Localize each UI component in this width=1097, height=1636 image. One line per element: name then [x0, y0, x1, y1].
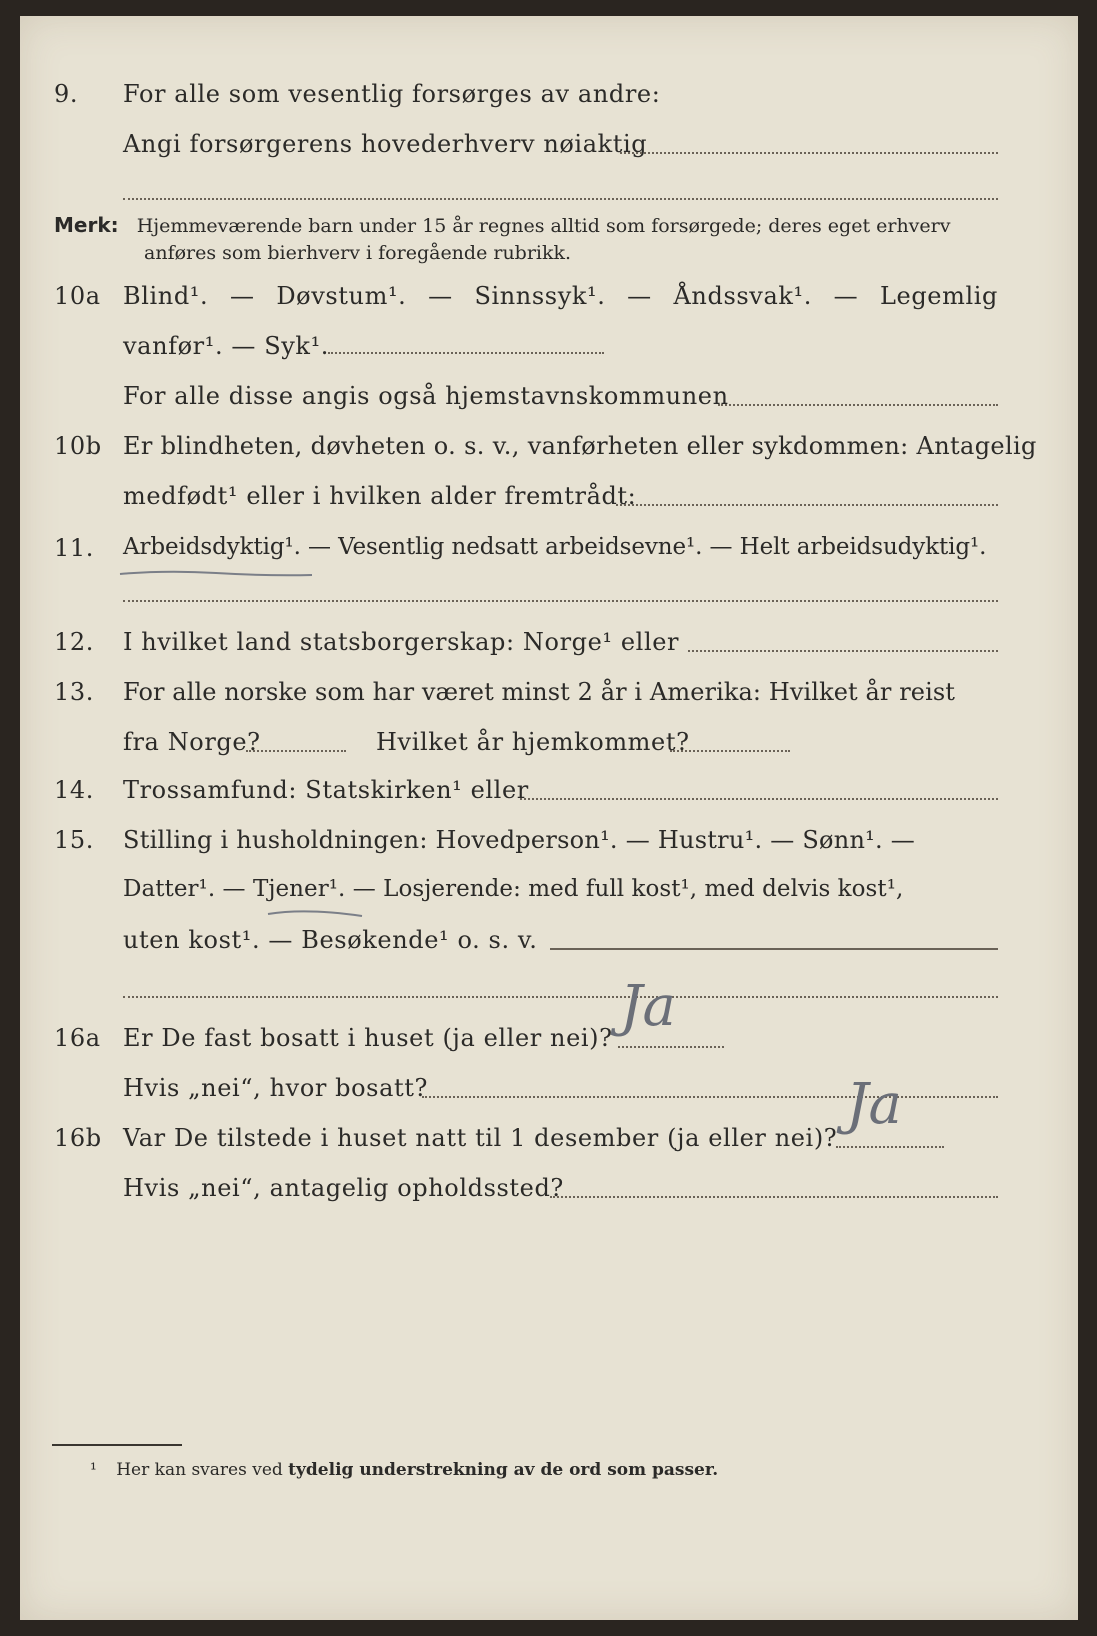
merk-note	[54, 212, 1044, 267]
q10a-opt-andssvak: Åndssvak¹.	[673, 282, 812, 310]
q10a-text-2: vanfør¹. — Syk¹.	[123, 332, 330, 360]
q14-answer-line[interactable]	[520, 798, 998, 800]
q13-row	[20, 678, 1078, 718]
q10a-dash-1: —	[229, 282, 255, 310]
q10a-dash-3: —	[627, 282, 652, 310]
footnote-plain: Her kan svares ved	[116, 1460, 283, 1480]
q14-number: 14.	[54, 776, 94, 804]
q16a-answer-line[interactable]	[618, 1046, 724, 1048]
q16b-handwritten-answer: Ja	[846, 1072, 902, 1137]
q9-row-2	[20, 130, 1078, 170]
q13-row-2	[20, 728, 1078, 768]
q14-row	[20, 776, 1078, 816]
q10a-text-3: For alle disse angis også hjemstavnskommunen	[123, 382, 729, 410]
q11-pencil-underline	[116, 566, 316, 580]
q10b-row	[20, 432, 1078, 472]
q12-text: I hvilket land statsborgerskap: Norge¹ eller	[123, 628, 680, 656]
q10a-opt-blind: Blind¹.	[123, 282, 209, 310]
q11-number: 11.	[54, 534, 94, 562]
q13-reist-line[interactable]	[246, 750, 346, 752]
q10a-dash-4: —	[833, 282, 859, 310]
q9-text-2: Angi forsørgerens hovederhverv nøiaktig	[123, 130, 648, 158]
q16b-row-2	[20, 1174, 1078, 1214]
q16b-row	[20, 1124, 1078, 1164]
q10b-row-2	[20, 482, 1078, 522]
q15-number: 15.	[54, 826, 94, 854]
q12-answer-line[interactable]	[688, 650, 998, 652]
q16b-answer-line[interactable]	[836, 1146, 944, 1148]
q13-hjemkommet-line[interactable]	[670, 750, 790, 752]
merk-line-1: Hjemmeværende barn under 15 år regnes alltid som forsørgede; deres eget erhverv	[136, 215, 951, 237]
q16a-text: Er De fast bosatt i huset (ja eller nei)?	[123, 1024, 613, 1052]
q15-answer-line-2[interactable]	[123, 996, 998, 998]
q10a-row	[20, 282, 1078, 322]
q10a-options	[123, 282, 998, 310]
q10a-row-3	[20, 382, 1078, 422]
q15-answer-line[interactable]	[550, 948, 998, 950]
q9-answer-line[interactable]	[620, 152, 998, 154]
q15-pencil-underline	[266, 906, 366, 920]
q16a-number: 16a	[54, 1024, 101, 1052]
q16b-text: Var De tilstede i huset natt til 1 desember (ja eller nei)?	[123, 1124, 838, 1152]
footnote-mark: ¹	[90, 1460, 97, 1480]
q11-answer-line[interactable]	[123, 600, 998, 602]
q16a-handwritten-answer: Ja	[620, 974, 676, 1039]
q13-number: 13.	[54, 678, 94, 706]
q14-text: Trossamfund: Statskirken¹ eller	[123, 776, 529, 804]
q10a-opt-sinnssyk: Sinnssyk¹.	[474, 282, 606, 310]
q9-row	[20, 80, 1078, 120]
q10b-number: 10b	[54, 432, 102, 460]
q13-text: For alle norske som har været minst 2 år i Amerika: Hvilket år reist	[123, 678, 956, 706]
q16a-row-2	[20, 1074, 1078, 1114]
q10a-dash-2: —	[428, 282, 453, 310]
q15-row-2	[20, 876, 1078, 916]
q15-row	[20, 826, 1078, 866]
q10b-text-2: medfødt¹ eller i hvilken alder fremtrådt:	[123, 482, 637, 510]
q15-text-3: uten kost¹. — Besøkende¹ o. s. v.	[123, 926, 538, 954]
q9-answer-line-2[interactable]	[123, 198, 998, 200]
q10b-answer-line[interactable]	[616, 504, 998, 506]
footnote-bold: tydelig understrekning av de ord som passer.	[288, 1460, 719, 1480]
q16b-number: 16b	[54, 1124, 102, 1152]
q10a-opt-legemlig: Legemlig	[880, 282, 998, 310]
q10a-hjemstavn-line[interactable]	[718, 404, 998, 406]
q12-row	[20, 628, 1078, 668]
q15-text: Stilling i husholdningen: Hovedperson¹. — Hustru¹. — Sønn¹. —	[123, 826, 916, 854]
q12-number: 12.	[54, 628, 94, 656]
q16b-text-2: Hvis „nei“, antagelig opholdssted?	[123, 1174, 564, 1202]
q15-text-2: Datter¹. — Tjener¹. — Losjerende: med full kost¹, med delvis kost¹,	[123, 876, 904, 902]
footnote-rule	[52, 1444, 182, 1446]
q13-text-2a: fra Norge?	[123, 728, 261, 756]
q13-text-2b: Hvilket år hjemkommet?	[376, 728, 690, 756]
q11-text: Arbeidsdyktig¹. — Vesentlig nedsatt arbeidsevne¹. — Helt arbeidsudyktig¹.	[123, 534, 987, 560]
q15-row-3	[20, 926, 1078, 966]
q16a-bosatt-line[interactable]	[422, 1096, 998, 1098]
q9-text: For alle som vesentlig forsørges av andre:	[123, 80, 661, 108]
merk-label: Merk:	[54, 213, 119, 237]
q10a-answer-line[interactable]	[328, 352, 604, 354]
q10a-number: 10a	[54, 282, 101, 310]
q9-number: 9.	[54, 80, 79, 108]
q10b-text: Er blindheten, døvheten o. s. v., vanførheten eller sykdommen: Antagelig	[123, 432, 1037, 460]
q16a-text-2: Hvis „nei“, hvor bosatt?	[123, 1074, 428, 1102]
q16a-row	[20, 1024, 1078, 1064]
footnote	[90, 1460, 718, 1480]
q10a-opt-dovstum: Døvstum¹.	[276, 282, 407, 310]
merk-line-2: anføres som bierhverv i foregående rubrikk.	[144, 242, 572, 264]
q16b-opholdssted-line[interactable]	[550, 1196, 998, 1198]
census-form-page	[20, 16, 1078, 1620]
